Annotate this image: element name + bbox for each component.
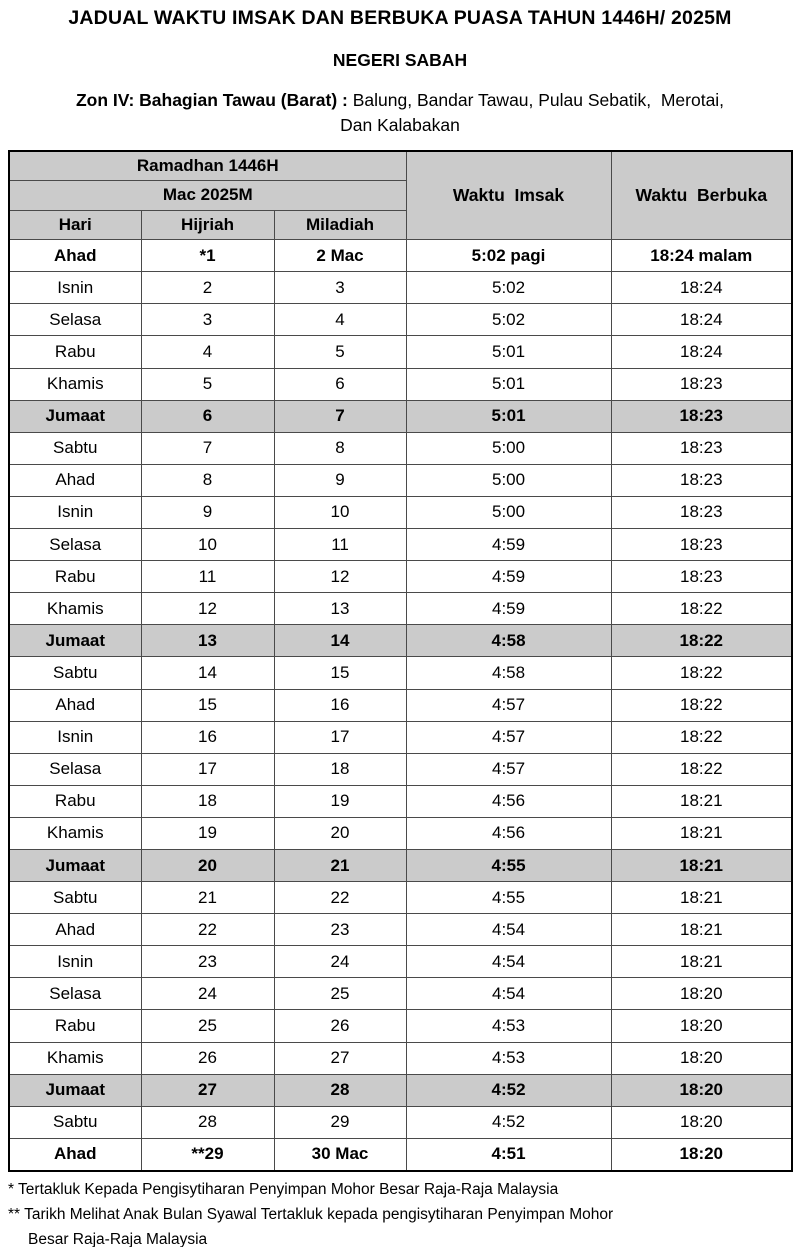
cell-imsak: 4:57 [406, 753, 611, 785]
cell-miladiah: 17 [274, 721, 406, 753]
header-hari: Hari [9, 210, 141, 240]
cell-hari: Khamis [9, 1042, 141, 1074]
cell-berbuka: 18:21 [611, 914, 792, 946]
table-row [9, 785, 792, 817]
cell-hijriah: **29 [141, 1138, 274, 1171]
cell-hari: Selasa [9, 753, 141, 785]
cell-berbuka: 18:22 [611, 689, 792, 721]
cell-imsak: 5:00 [406, 464, 611, 496]
cell-hari: Ahad [9, 1138, 141, 1171]
cell-miladiah: 9 [274, 464, 406, 496]
table-row [9, 1074, 792, 1106]
cell-miladiah: 3 [274, 272, 406, 304]
page-subtitle: NEGERI SABAH [332, 50, 468, 70]
cell-berbuka: 18:23 [611, 432, 792, 464]
zone-areas: Balung, Bandar Tawau, Pulau Sebatik, Merotai, [347, 90, 725, 110]
cell-hijriah: 19 [141, 817, 274, 849]
cell-miladiah: 7 [274, 400, 406, 432]
cell-hari: Sabtu [9, 657, 141, 689]
cell-hijriah: 10 [141, 529, 274, 561]
table-row [9, 593, 792, 625]
table-row [9, 272, 792, 304]
cell-hari: Rabu [9, 1010, 141, 1042]
cell-imsak: 4:53 [406, 1010, 611, 1042]
cell-hari: Selasa [9, 529, 141, 561]
cell-hijriah: 18 [141, 785, 274, 817]
header-ramadhan: Ramadhan 1446H [9, 151, 406, 181]
cell-miladiah: 6 [274, 368, 406, 400]
cell-hari: Jumaat [9, 849, 141, 881]
cell-hijriah: 13 [141, 625, 274, 657]
cell-imsak: 4:51 [406, 1138, 611, 1171]
cell-miladiah: 14 [274, 625, 406, 657]
cell-hari: Sabtu [9, 432, 141, 464]
cell-miladiah: 21 [274, 849, 406, 881]
cell-hijriah: 20 [141, 849, 274, 881]
cell-miladiah: 30 Mac [274, 1138, 406, 1171]
cell-hijriah: 5 [141, 368, 274, 400]
header-miladiah: Miladiah [274, 210, 406, 240]
cell-hijriah: 6 [141, 400, 274, 432]
table-row [9, 882, 792, 914]
cell-hari: Khamis [9, 593, 141, 625]
cell-hari: Isnin [9, 272, 141, 304]
cell-miladiah: 26 [274, 1010, 406, 1042]
cell-hijriah: 7 [141, 432, 274, 464]
table-row [9, 657, 792, 689]
cell-hijriah: 16 [141, 721, 274, 753]
cell-berbuka: 18:22 [611, 625, 792, 657]
table-row [9, 529, 792, 561]
cell-berbuka: 18:23 [611, 464, 792, 496]
footnotes [8, 1178, 800, 1247]
cell-hari: Selasa [9, 304, 141, 336]
cell-hijriah: 4 [141, 336, 274, 368]
footnote-2-continued: Besar Raja-Raja Malaysia [28, 1230, 208, 1247]
table-row [9, 849, 792, 881]
cell-imsak: 4:59 [406, 593, 611, 625]
cell-berbuka: 18:24 [611, 272, 792, 304]
header-waktu-berbuka: Waktu Berbuka [611, 151, 792, 240]
cell-berbuka: 18:20 [611, 1042, 792, 1074]
cell-berbuka: 18:23 [611, 561, 792, 593]
cell-hari: Rabu [9, 785, 141, 817]
table-row [9, 304, 792, 336]
cell-imsak: 4:53 [406, 1042, 611, 1074]
cell-berbuka: 18:23 [611, 368, 792, 400]
cell-berbuka: 18:20 [611, 978, 792, 1010]
table-row [9, 625, 792, 657]
cell-hijriah: 25 [141, 1010, 274, 1042]
table-row [9, 240, 792, 272]
cell-hari: Khamis [9, 368, 141, 400]
cell-berbuka: 18:20 [611, 1074, 792, 1106]
cell-miladiah: 15 [274, 657, 406, 689]
cell-miladiah: 22 [274, 882, 406, 914]
cell-berbuka: 18:22 [611, 657, 792, 689]
cell-berbuka: 18:22 [611, 593, 792, 625]
prayer-times-table [8, 150, 793, 1172]
cell-imsak: 4:56 [406, 785, 611, 817]
cell-berbuka: 18:20 [611, 1106, 792, 1138]
cell-berbuka: 18:24 [611, 304, 792, 336]
cell-imsak: 4:58 [406, 657, 611, 689]
cell-imsak: 4:56 [406, 817, 611, 849]
cell-imsak: 4:59 [406, 561, 611, 593]
header-waktu-imsak: Waktu Imsak [406, 151, 611, 240]
table-row [9, 689, 792, 721]
cell-imsak: 4:57 [406, 689, 611, 721]
table-row [9, 336, 792, 368]
table-row [9, 432, 792, 464]
table-row [9, 1010, 792, 1042]
cell-imsak: 5:02 pagi [406, 240, 611, 272]
table-row [9, 817, 792, 849]
table-row [9, 368, 792, 400]
cell-miladiah: 20 [274, 817, 406, 849]
table-row [9, 721, 792, 753]
table-row [9, 946, 792, 978]
cell-hijriah: 21 [141, 882, 274, 914]
cell-hijriah: 27 [141, 1074, 274, 1106]
cell-miladiah: 10 [274, 496, 406, 528]
table-row [9, 753, 792, 785]
cell-berbuka: 18:23 [611, 529, 792, 561]
cell-hari: Isnin [9, 946, 141, 978]
cell-hijriah: 26 [141, 1042, 274, 1074]
cell-miladiah: 18 [274, 753, 406, 785]
footnote-2: ** Tarikh Melihat Anak Bulan Syawal Tertakluk kepada pengisytiharan Penyimpan Mohor [8, 1205, 614, 1223]
cell-berbuka: 18:23 [611, 400, 792, 432]
cell-imsak: 5:02 [406, 272, 611, 304]
cell-hijriah: 17 [141, 753, 274, 785]
cell-hijriah: 3 [141, 304, 274, 336]
cell-hari: Ahad [9, 689, 141, 721]
cell-hari: Ahad [9, 464, 141, 496]
cell-hijriah: *1 [141, 240, 274, 272]
cell-hijriah: 8 [141, 464, 274, 496]
cell-berbuka: 18:22 [611, 721, 792, 753]
cell-hijriah: 11 [141, 561, 274, 593]
cell-miladiah: 13 [274, 593, 406, 625]
cell-imsak: 4:54 [406, 946, 611, 978]
cell-miladiah: 23 [274, 914, 406, 946]
footnote-1: * Tertakluk Kepada Pengisytiharan Penyimpan Mohor Besar Raja-Raja Malaysia [8, 1180, 559, 1198]
cell-imsak: 4:55 [406, 882, 611, 914]
cell-hari: Jumaat [9, 400, 141, 432]
cell-berbuka: 18:22 [611, 753, 792, 785]
cell-miladiah: 29 [274, 1106, 406, 1138]
cell-imsak: 4:52 [406, 1106, 611, 1138]
table-row [9, 1042, 792, 1074]
header-hijriah: Hijriah [141, 210, 274, 240]
cell-hari: Sabtu [9, 882, 141, 914]
cell-miladiah: 28 [274, 1074, 406, 1106]
cell-hijriah: 9 [141, 496, 274, 528]
cell-hijriah: 14 [141, 657, 274, 689]
cell-hari: Isnin [9, 496, 141, 528]
cell-berbuka: 18:20 [611, 1010, 792, 1042]
header-row-ramadhan [9, 151, 792, 181]
zone-line2: Dan Kalabakan [340, 114, 460, 135]
page-title: JADUAL WAKTU IMSAK DAN BERBUKA PUASA TAHUN 1446H/ 2025M [68, 7, 732, 29]
cell-berbuka: 18:24 malam [611, 240, 792, 272]
table-row [9, 978, 792, 1010]
cell-imsak: 5:01 [406, 336, 611, 368]
cell-miladiah: 25 [274, 978, 406, 1010]
cell-hijriah: 28 [141, 1106, 274, 1138]
cell-hari: Khamis [9, 817, 141, 849]
header-mac: Mac 2025M [9, 181, 406, 211]
table-row [9, 914, 792, 946]
table-body [9, 240, 792, 1171]
cell-berbuka: 18:24 [611, 336, 792, 368]
cell-imsak: 4:54 [406, 914, 611, 946]
cell-imsak: 5:02 [406, 304, 611, 336]
cell-miladiah: 8 [274, 432, 406, 464]
cell-hijriah: 15 [141, 689, 274, 721]
cell-hijriah: 22 [141, 914, 274, 946]
cell-berbuka: 18:21 [611, 946, 792, 978]
cell-imsak: 5:01 [406, 368, 611, 400]
cell-hijriah: 23 [141, 946, 274, 978]
cell-imsak: 4:59 [406, 529, 611, 561]
cell-hari: Rabu [9, 336, 141, 368]
cell-imsak: 4:57 [406, 721, 611, 753]
cell-imsak: 5:00 [406, 432, 611, 464]
table-row [9, 496, 792, 528]
cell-berbuka: 18:20 [611, 1138, 792, 1171]
cell-miladiah: 27 [274, 1042, 406, 1074]
cell-miladiah: 24 [274, 946, 406, 978]
cell-berbuka: 18:23 [611, 496, 792, 528]
table-row [9, 561, 792, 593]
cell-berbuka: 18:21 [611, 817, 792, 849]
cell-miladiah: 2 Mac [274, 240, 406, 272]
table-row [9, 1138, 792, 1171]
cell-miladiah: 16 [274, 689, 406, 721]
cell-imsak: 5:00 [406, 496, 611, 528]
cell-hari: Jumaat [9, 625, 141, 657]
table-row [9, 1106, 792, 1138]
table-row [9, 400, 792, 432]
table-row [9, 464, 792, 496]
cell-miladiah: 4 [274, 304, 406, 336]
cell-hijriah: 12 [141, 593, 274, 625]
cell-hari: Ahad [9, 240, 141, 272]
cell-hari: Isnin [9, 721, 141, 753]
cell-berbuka: 18:21 [611, 785, 792, 817]
cell-miladiah: 12 [274, 561, 406, 593]
cell-imsak: 5:01 [406, 400, 611, 432]
cell-berbuka: 18:21 [611, 849, 792, 881]
cell-hari: Ahad [9, 914, 141, 946]
cell-hari: Sabtu [9, 1106, 141, 1138]
cell-hijriah: 24 [141, 978, 274, 1010]
cell-berbuka: 18:21 [611, 882, 792, 914]
cell-hari: Jumaat [9, 1074, 141, 1106]
cell-hijriah: 2 [141, 272, 274, 304]
cell-imsak: 4:55 [406, 849, 611, 881]
cell-imsak: 4:52 [406, 1074, 611, 1106]
table-header [9, 151, 792, 240]
zone-description [0, 88, 800, 138]
cell-hari: Rabu [9, 561, 141, 593]
zone-label: Zon IV: Bahagian Tawau (Barat) : [75, 90, 348, 110]
cell-imsak: 4:58 [406, 625, 611, 657]
cell-miladiah: 11 [274, 529, 406, 561]
cell-miladiah: 19 [274, 785, 406, 817]
cell-miladiah: 5 [274, 336, 406, 368]
cell-hari: Selasa [9, 978, 141, 1010]
cell-imsak: 4:54 [406, 978, 611, 1010]
